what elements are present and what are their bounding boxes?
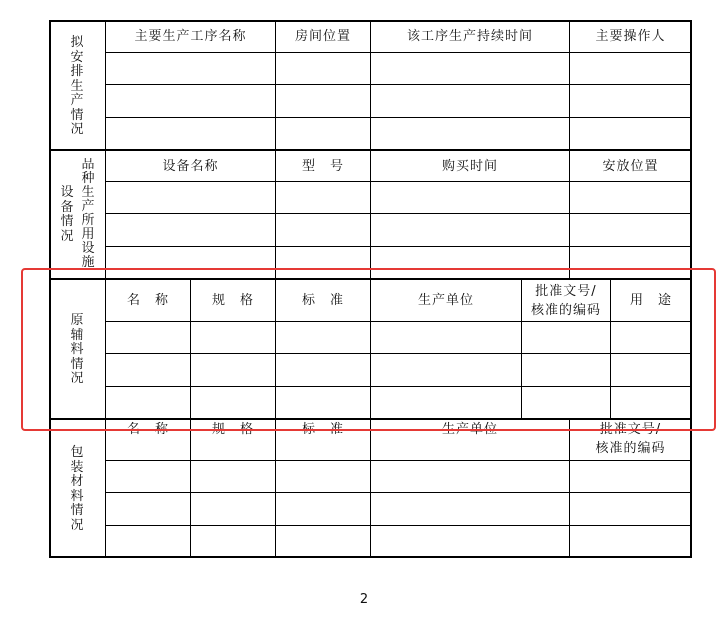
header-placement: 安放位置 — [602, 158, 659, 174]
header-material-standard: 标 准 — [301, 293, 344, 308]
header-approval-line-2: 核准的编码 — [595, 441, 666, 456]
header-packaging-manufacturer: 生产单位 — [441, 422, 498, 437]
header-equipment-name: 设备名称 — [162, 158, 219, 174]
section-2-side-label: 设 备 情 况 — [60, 185, 74, 244]
col-line — [370, 20, 371, 279]
header-main-operator: 主要操作人 — [595, 29, 666, 44]
col-line — [275, 20, 276, 279]
header-purchase-time: 购买时间 — [441, 158, 498, 174]
page-number: 2 — [359, 592, 369, 607]
header-packaging-spec: 规 格 — [211, 422, 254, 437]
col-line — [569, 20, 570, 279]
section-3-side-label: 原 辅 料 情 况 — [70, 313, 84, 386]
header-approval-line-1: 批准文号/ — [535, 283, 597, 299]
section-2-sub-label: 品 种 生 产 所 用 设 施 — [81, 158, 95, 270]
row-line — [105, 492, 692, 493]
row-line — [105, 181, 692, 182]
header-material-name: 名 称 — [126, 293, 169, 308]
row-line — [105, 246, 692, 247]
header-material-manufacturer: 生产单位 — [417, 293, 474, 308]
header-material-approval-no — [522, 280, 610, 321]
row-line — [105, 117, 692, 118]
header-room-location: 房间位置 — [294, 29, 351, 44]
row-line — [105, 84, 692, 85]
header-packaging-standard: 标 准 — [301, 422, 344, 437]
header-model: 型 号 — [301, 158, 344, 174]
row-line — [105, 460, 692, 461]
header-packaging-approval-no — [570, 420, 691, 460]
row-line — [105, 525, 692, 526]
header-packaging-name: 名 称 — [126, 422, 169, 437]
row-line — [105, 52, 692, 53]
header-approval-line-2: 核准的编码 — [530, 302, 601, 318]
row-line — [105, 213, 692, 214]
row-line — [105, 353, 692, 354]
row-line — [105, 321, 692, 322]
header-material-usage: 用 途 — [629, 293, 672, 308]
row-line — [105, 386, 692, 387]
header-process-name: 主要生产工序名称 — [134, 29, 247, 44]
section-4-side-label: 包 装 材 料 情 况 — [70, 445, 84, 533]
section-1-side-label: 拟 安 排 生 产 情 况 — [70, 35, 84, 137]
header-approval-line-1: 批准文号/ — [599, 422, 662, 437]
header-material-spec: 规 格 — [211, 293, 254, 308]
header-process-duration: 该工序生产持续时间 — [406, 29, 533, 44]
